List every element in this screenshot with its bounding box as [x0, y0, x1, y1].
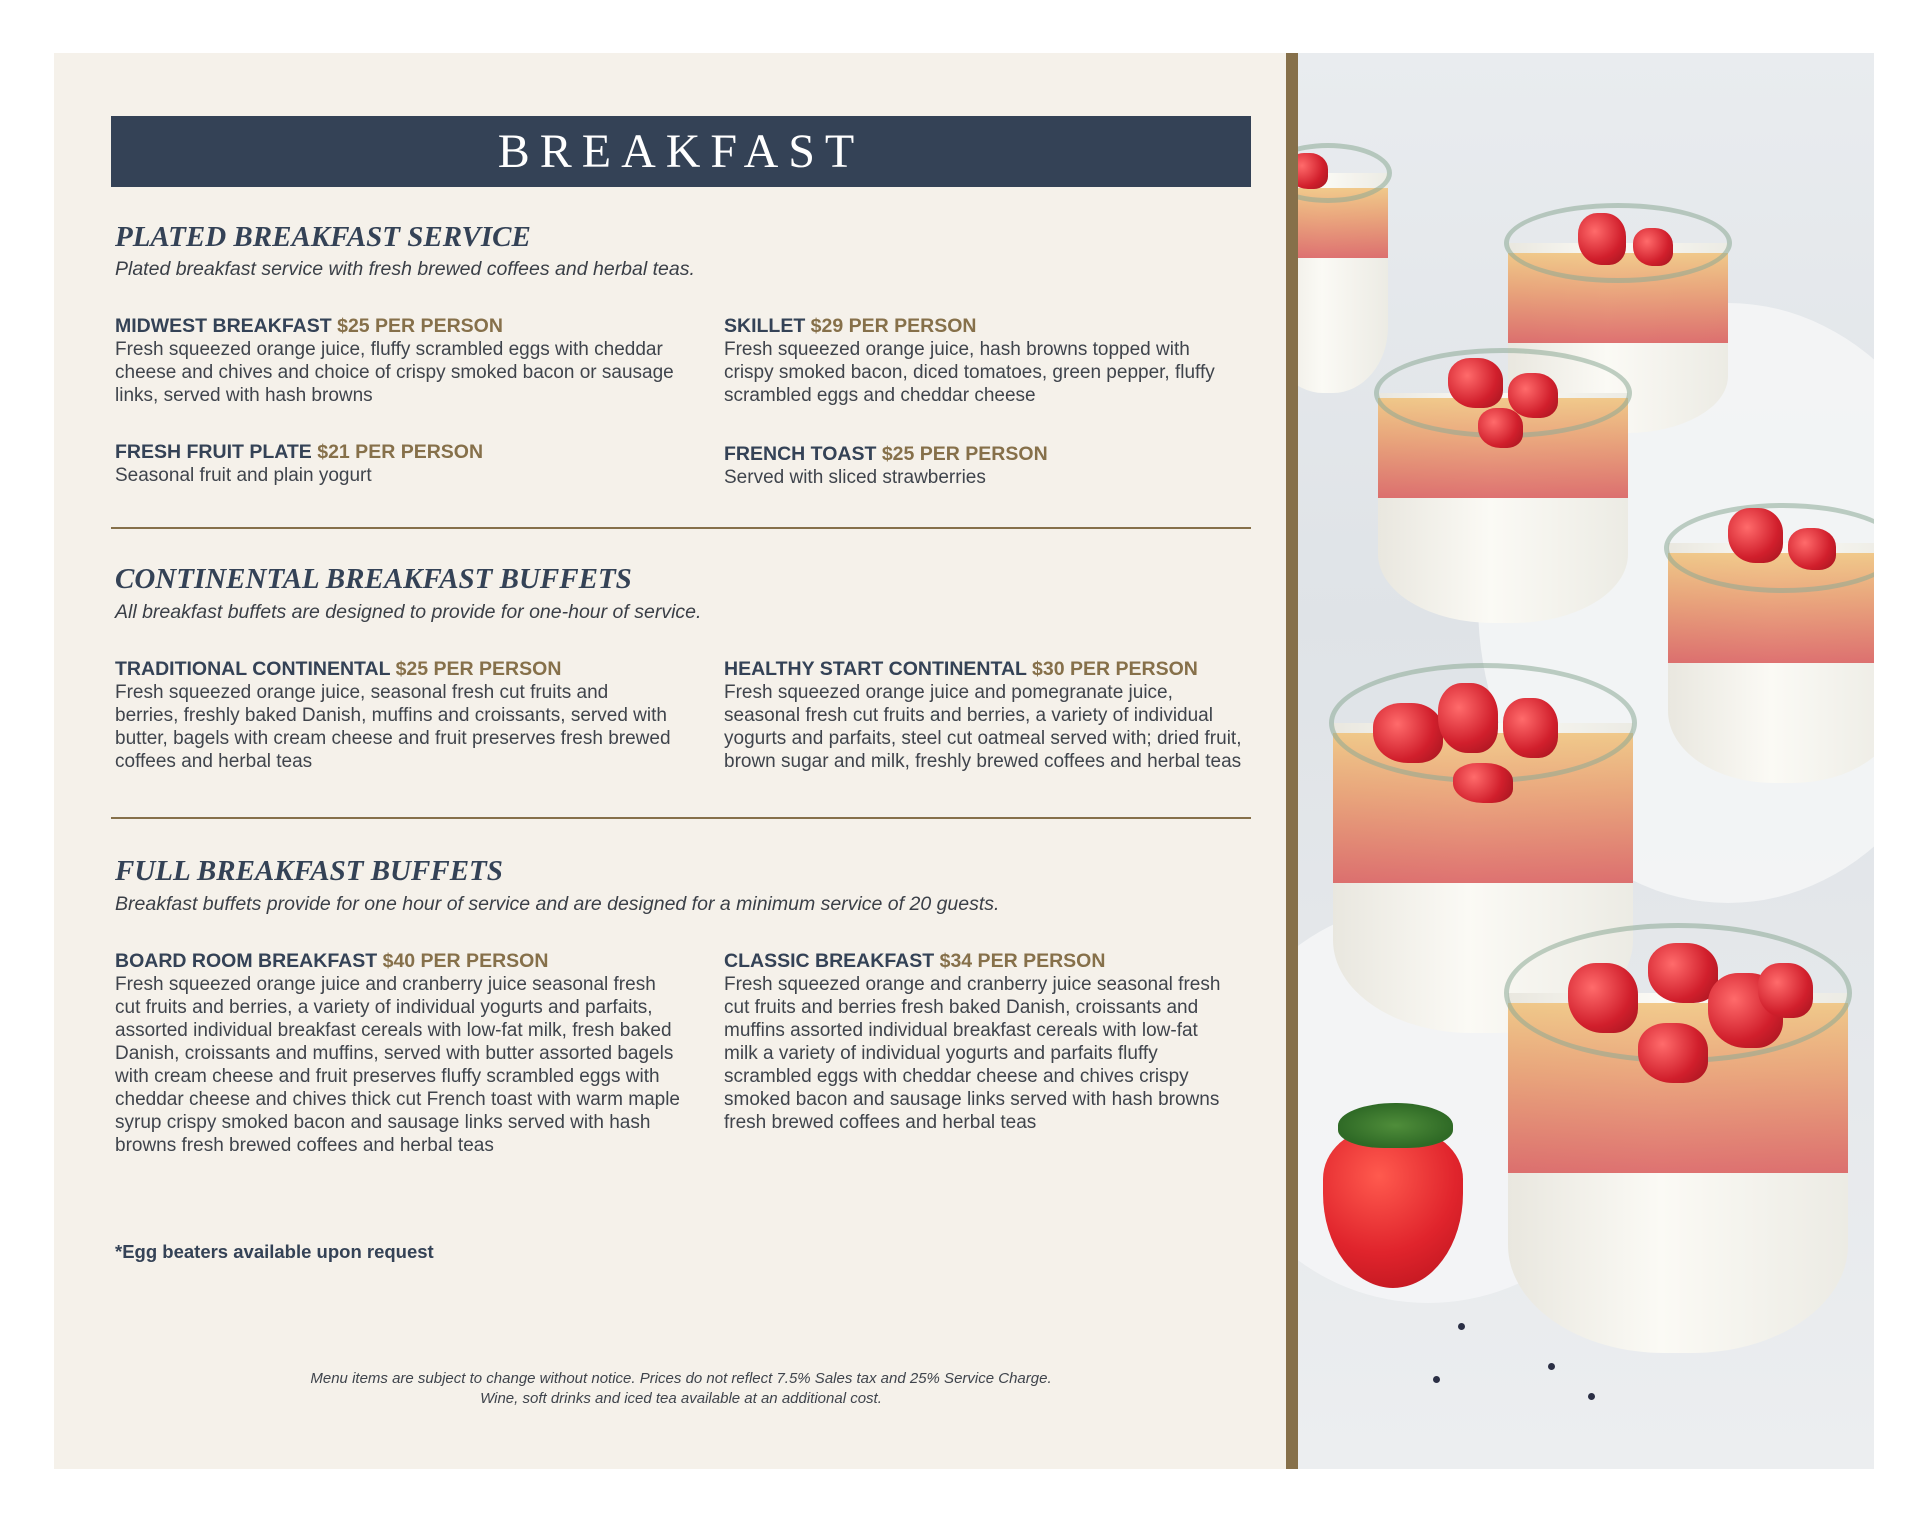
- item-price: $25 PER PERSON: [337, 315, 503, 337]
- menu-item-board-room: [115, 950, 685, 1157]
- menu-item-fruit-plate: [115, 441, 675, 487]
- section-title-full-buffets: FULL BREAKFAST BUFFETS: [115, 855, 503, 887]
- menu-item-healthy-start: [724, 658, 1249, 773]
- gold-divider-bar: [1286, 53, 1298, 1469]
- item-price: $34 PER PERSON: [939, 950, 1106, 972]
- item-heading: [115, 441, 675, 464]
- page-title: BREAKFAST: [497, 125, 865, 178]
- speck: [1433, 1376, 1440, 1383]
- item-price: $40 PER PERSON: [382, 950, 549, 972]
- section-divider: [111, 527, 1251, 529]
- parfait-photo: [1298, 53, 1874, 1469]
- menu-page: [54, 53, 1286, 1469]
- item-price: $29 PER PERSON: [810, 315, 977, 337]
- item-description: Fresh squeezed orange and cranberry juice seasonal fresh cut fruits and berries fresh baked Danish, croissants and muffins assorted individual breakfast cereals with low-fat milk a variety of individual yogurts and parfaits fluffy scrambled eggs with cheddar cheese and chives crispy smoked bacon and sausage links served with hash browns fresh brewed coffees and herbal teas: [724, 974, 1221, 1133]
- parfait-jar: [1668, 463, 1874, 783]
- parfait-jar: [1298, 93, 1388, 393]
- speck: [1548, 1363, 1555, 1370]
- item-heading: [115, 315, 675, 338]
- menu-item-midwest: [115, 315, 675, 407]
- title-banner: [111, 116, 1251, 187]
- section-title-plated: PLATED BREAKFAST SERVICE: [115, 221, 531, 253]
- item-heading: [115, 950, 685, 973]
- footer-disclaimer: [111, 1369, 1251, 1409]
- item-price: $25 PER PERSON: [881, 443, 1048, 465]
- item-name: CLASSIC BREAKFAST: [724, 950, 935, 972]
- item-name: SKILLET: [724, 315, 806, 337]
- parfait-jar: [1378, 313, 1628, 623]
- item-name: TRADITIONAL CONTINENTAL: [115, 658, 391, 680]
- strawberry: [1323, 1098, 1463, 1288]
- section-subtitle-full-buffets: Breakfast buffets provide for one hour of service and are designed for a minimum service of 20 guests.: [115, 893, 1000, 915]
- item-name: MIDWEST BREAKFAST: [115, 315, 332, 337]
- item-heading: [724, 315, 1224, 338]
- item-name: HEALTHY START CONTINENTAL: [724, 658, 1027, 680]
- item-heading: [724, 950, 1224, 973]
- item-name: FRENCH TOAST: [724, 443, 877, 465]
- item-description: Served with sliced strawberries: [724, 467, 986, 488]
- footer-line-2: Wine, soft drinks and iced tea available at an additional cost.: [480, 1390, 882, 1407]
- section-subtitle-plated: Plated breakfast service with fresh brewed coffees and herbal teas.: [115, 258, 695, 280]
- item-description: Seasonal fruit and plain yogurt: [115, 465, 372, 486]
- section-subtitle-continental: All breakfast buffets are designed to provide for one-hour of service.: [115, 601, 702, 623]
- item-heading: [724, 443, 1284, 466]
- speck: [1458, 1323, 1465, 1330]
- item-description: Fresh squeezed orange juice and pomegranate juice, seasonal fresh cut fruits and berries, a variety of individual yogurts and parfaits, steel cut oatmeal served with; dried fruit, brown sugar and milk, freshly brewed coffees and herbal teas: [724, 682, 1242, 772]
- section-title-continental: CONTINENTAL BREAKFAST BUFFETS: [115, 563, 632, 595]
- menu-item-skillet: [724, 315, 1224, 407]
- item-description: Fresh squeezed orange juice, seasonal fresh cut fruits and berries, freshly baked Danish, muffins and croissants, served with butter, bagels with cream cheese and fruit preserves fresh brewed coffees and herbal teas: [115, 682, 671, 772]
- item-heading: [724, 658, 1249, 681]
- item-name: FRESH FRUIT PLATE: [115, 441, 312, 463]
- item-description: Fresh squeezed orange juice, hash browns topped with crispy smoked bacon, diced tomatoes, green pepper, fluffy scrambled eggs and cheddar cheese: [724, 339, 1215, 406]
- menu-item-traditional-continental: [115, 658, 675, 773]
- parfait-jar: [1508, 883, 1848, 1353]
- menu-item-classic: [724, 950, 1224, 1134]
- item-price: $21 PER PERSON: [317, 441, 484, 463]
- speck: [1588, 1393, 1595, 1400]
- footer-line-1: Menu items are subject to change without notice. Prices do not reflect 7.5% Sales tax and 25% Service Charge.: [310, 1370, 1052, 1387]
- section-divider: [111, 817, 1251, 819]
- item-description: Fresh squeezed orange juice and cranberry juice seasonal fresh cut fruits and berries, a variety of individual yogurts and parfaits, assorted individual breakfast cereals with low-fat milk, fresh baked Danish, croissants and muffins, served with butter assorted bagels with cream cheese and fruit preserves fluffy scrambled eggs with cheddar cheese and chives thick cut French toast with warm maple syrup crispy smoked bacon and sausage links served with hash browns fresh brewed coffees and herbal teas: [115, 974, 680, 1156]
- item-name: BOARD ROOM BREAKFAST: [115, 950, 378, 972]
- egg-beaters-note: *Egg beaters available upon request: [115, 1241, 434, 1262]
- item-heading: [115, 658, 675, 681]
- item-price: $25 PER PERSON: [395, 658, 562, 680]
- menu-item-french-toast: [724, 443, 1284, 489]
- item-description: Fresh squeezed orange juice, fluffy scrambled eggs with cheddar cheese and chives and choice of crispy smoked bacon or sausage links, served with hash browns: [115, 339, 674, 406]
- item-price: $30 PER PERSON: [1032, 658, 1198, 680]
